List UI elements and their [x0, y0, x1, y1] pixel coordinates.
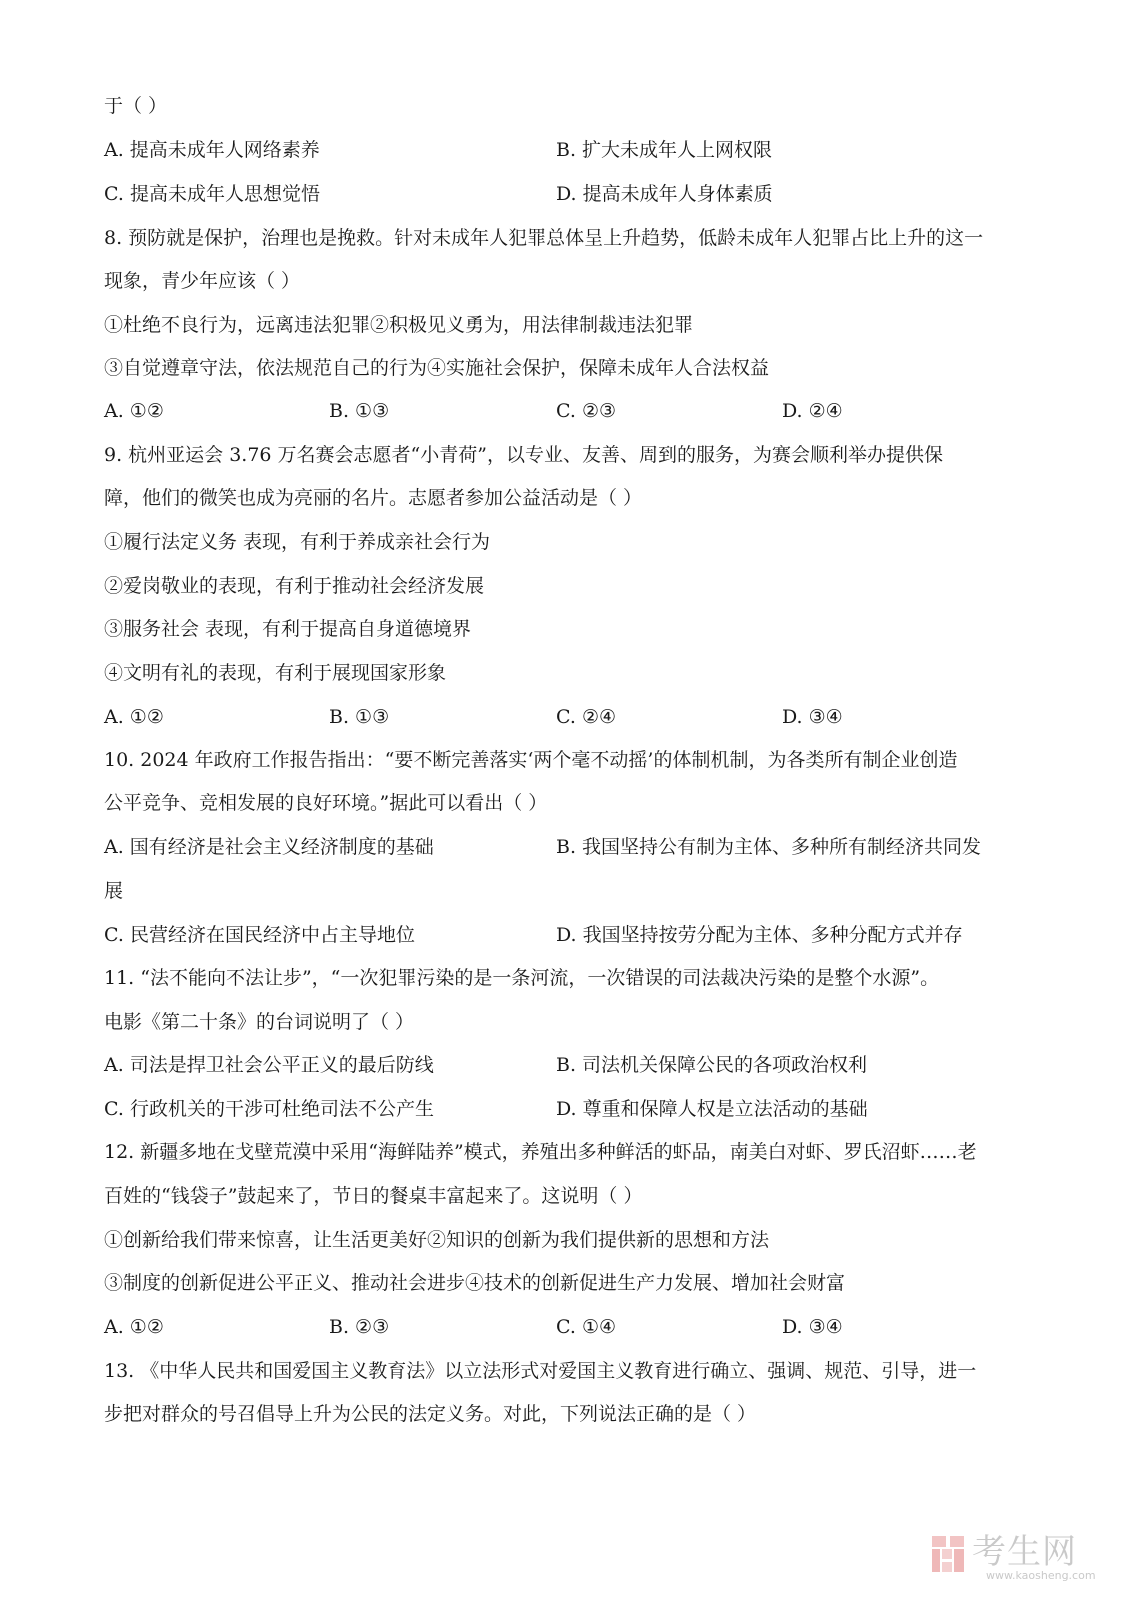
question-8-text: 8. 预防就是保护，治理也是挽救。针对未成年人犯罪总体呈上升趋势，低龄未成年人犯罪占比上升的这一: [104, 227, 984, 249]
option-c: C. 提高未成年人思想觉悟: [104, 183, 320, 205]
option-a: A. ①②: [104, 400, 164, 422]
question-12-statements: ①创新给我们带来惊喜，让生活更美好②知识的创新为我们提供新的思想和方法: [104, 1229, 770, 1251]
watermark-text: 考生网: [972, 1532, 1077, 1572]
question-9-statements: ②爱岗敬业的表现，有利于推动社会经济发展: [104, 575, 485, 597]
question-9-text: 障，他们的微笑也成为亮丽的名片。志愿者参加公益活动是（ ）: [104, 487, 643, 509]
option-d: D. ③④: [782, 1316, 843, 1338]
option-b: B. ②③: [329, 1316, 390, 1338]
option-d: D. ②④: [782, 400, 843, 422]
option-b: B. ①③: [329, 706, 390, 728]
option-a: A. 司法是捍卫社会公平正义的最后防线: [104, 1054, 434, 1076]
question-12-statements: ③制度的创新促进公平正义、推动社会进步④技术的创新促进生产力发展、增加社会财富: [104, 1272, 846, 1294]
option-c: C. ①④: [556, 1316, 617, 1338]
question-13-text: 步把对群众的号召倡导上升为公民的法定义务。对此，下列说法正确的是（ ）: [104, 1403, 757, 1425]
question-8-text: 现象，青少年应该（ ）: [104, 270, 301, 292]
question-8-statements: ①杜绝不良行为，远离违法犯罪②积极见义勇为，用法律制裁违法犯罪: [104, 314, 694, 336]
option-c: C. 民营经济在国民经济中占主导地位: [104, 924, 415, 946]
question-13-text: 13. 《中华人民共和国爱国主义教育法》以立法形式对爱国主义教育进行确立、强调、规范、引导，进一: [104, 1360, 977, 1382]
question-9-statements: ④文明有礼的表现，有利于展现国家形象: [104, 662, 447, 684]
option-a: A. 国有经济是社会主义经济制度的基础: [104, 836, 434, 858]
option-d: D. 尊重和保障人权是立法活动的基础: [556, 1098, 868, 1120]
question-9-statements: ①履行法定义务 表现，有利于养成亲社会行为: [104, 531, 491, 553]
option-b: B. ①③: [329, 400, 390, 422]
text-line: 于（ ）: [104, 95, 168, 117]
question-10-text: 10. 2024 年政府工作报告指出：“要不断完善落实‘两个毫不动摇’的体制机制，为各类所有制企业创造: [104, 749, 958, 771]
option-c: C. ②③: [556, 400, 617, 422]
question-11-text: 11. “法不能向不法让步”，“一次犯罪污染的是一条河流，一次错误的司法裁决污染的是整个水源”。: [104, 967, 940, 989]
watermark: [930, 1532, 1110, 1584]
question-9-statements: ③服务社会 表现，有利于提高自身道德境界: [104, 618, 472, 640]
question-10-text: 公平竞争、竞相发展的良好环境。”据此可以看出（ ）: [104, 792, 548, 814]
option-a: A. 提高未成年人网络素养: [104, 139, 320, 161]
option-c: C. 行政机关的干涉可杜绝司法不公产生: [104, 1098, 434, 1120]
kaosheng-logo-icon: [930, 1534, 966, 1574]
option-d: D. ③④: [782, 706, 843, 728]
option-b: B. 我国坚持公有制为主体、多种所有制经济共同发: [556, 836, 982, 858]
option-a: A. ①②: [104, 706, 164, 728]
watermark-url: www.kaosheng.com: [986, 1569, 1096, 1582]
option-a: A. ①②: [104, 1316, 164, 1338]
question-12-text: 12. 新疆多地在戈壁荒漠中采用“海鲜陆养”模式，养殖出多种鲜活的虾品，南美白对虾、罗氏沼虾……老: [104, 1141, 977, 1163]
option-b: B. 扩大未成年人上网权限: [556, 139, 773, 161]
question-12-text: 百姓的“钱袋子”鼓起来了，节日的餐桌丰富起来了。这说明（ ）: [104, 1185, 643, 1207]
option-c: C. ②④: [556, 706, 617, 728]
question-11-text: 电影《第二十条》的台词说明了（ ）: [104, 1011, 415, 1033]
option-b: B. 司法机关保障公民的各项政治权利: [556, 1054, 868, 1076]
option-b-continued: 展: [104, 880, 124, 902]
question-8-statements: ③自觉遵章守法，依法规范自己的行为④实施社会保护，保障未成年人合法权益: [104, 357, 770, 379]
option-d: D. 提高未成年人身体素质: [556, 183, 773, 205]
question-9-text: 9. 杭州亚运会 3.76 万名赛会志愿者“小青荷”，以专业、友善、周到的服务，为赛会顺利举办提供保: [104, 444, 943, 466]
option-d: D. 我国坚持按劳分配为主体、多种分配方式并存: [556, 924, 963, 946]
